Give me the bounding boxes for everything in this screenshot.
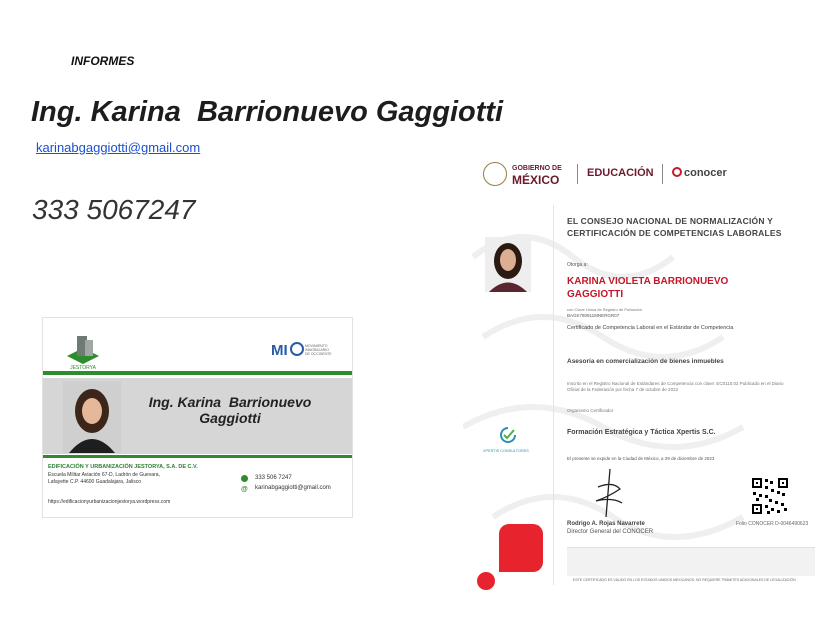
card-address: [48, 472, 198, 486]
gobierno-label: GOBIERNO DE: [512, 165, 562, 172]
contact-phone: 333 5067247: [32, 194, 196, 225]
svg-text:DE OCCIDENTE: DE OCCIDENTE: [305, 352, 332, 356]
gobierno-seal-icon: [483, 162, 507, 186]
card-green-stripe-bottom: [43, 455, 352, 458]
curp-value: BAGK780911MNERGR07: [567, 313, 620, 318]
organization-label: Organismo Certificador: [567, 408, 614, 413]
card-name: [135, 394, 325, 426]
card-address-line1: Escuela Militar Aviación 67-D, Ladrón de Guevara,: [48, 472, 160, 478]
recipient-name: KARINA VIOLETA BARRIONUEVO GAGGIOTTI: [567, 276, 729, 300]
mexico-label: MÉXICO: [512, 173, 560, 187]
card-address-line2: Lafayette C.P. 44600 Guadalajara, Jalisco: [48, 479, 142, 485]
svg-text:MOVIMIENTO: MOVIMIENTO: [305, 344, 328, 348]
whatsapp-icon: [241, 475, 248, 482]
contact-email-link[interactable]: karinabgaggiotti@gmail.com: [36, 140, 201, 155]
card-phone: 333 506 7247: [255, 475, 292, 481]
certificate-portrait-photo: [485, 237, 531, 292]
educacion-label: EDUCACIÓN: [587, 167, 654, 179]
xpertis-logo-text: XPERTIS CONSULTORES: [483, 449, 529, 453]
certificate: [463, 197, 828, 592]
certificate-text: Certificado de Competencia Laboral en el Estándar de Competencia: [567, 325, 734, 331]
card-green-stripe: [43, 371, 352, 375]
svg-text:INMOBILIARIO: INMOBILIARIO: [305, 348, 329, 352]
svg-text:MI: MI: [271, 342, 288, 359]
signer-title: Director General del CONOCER: [567, 529, 654, 535]
card-portrait-photo: [63, 381, 121, 453]
xpertis-logo-icon: [499, 427, 517, 443]
conocer-red-shape: [499, 524, 543, 572]
conocer-logo-icon: [672, 167, 682, 177]
certificate-footer-text: ESTE CERTIFICADO ES VÁLIDO EN LOS ESTADOS UNIDOS MEXICANOS, NO REQUIERE TRÁMITES ADICIONALES DE LEGALIZACIÓN: [573, 578, 796, 582]
conocer-label: conocer: [684, 167, 727, 179]
header-divider: [662, 164, 663, 184]
jestorya-logo: [63, 330, 103, 370]
signature: [588, 467, 628, 522]
certificate-footer-bar: [567, 547, 815, 576]
conocer-red-dot: [477, 572, 495, 590]
at-icon: @: [241, 486, 248, 493]
issue-date-text: El presente se expide en la Ciudad de México, a 29 de diciembre de 2023: [567, 456, 715, 461]
organization-name: Formación Estratégica y Táctica Xpertis S.C.: [567, 429, 716, 436]
registry-text: Inscrito en el Registro Nacional de Estándares de Competencia con clave: EC0110.02 Publicado en el Diario Oficial de la Federación por fecha 7 de octubre de 2022: [567, 381, 784, 392]
standard-title: Asesoría en comercialización de bienes inmuebles: [567, 358, 724, 365]
header-divider: [577, 164, 578, 184]
signer-name: Rodrigo A. Rojas Navarrete: [567, 521, 645, 527]
council-heading: EL CONSEJO NACIONAL DE NORMALIZACIÓN Y CERTIFICACIÓN DE COMPETENCIAS LABORALES: [567, 216, 782, 238]
mio-logo: [271, 337, 341, 363]
qr-code-icon: [751, 477, 789, 515]
certificate-divider: [553, 205, 554, 585]
contact-name: Ing. Karina Barrionuevo Gaggiotti: [31, 96, 504, 128]
informes-label: INFORMES: [71, 54, 135, 68]
card-company: EDIFICACIÓN Y URBANIZACIÓN JESTORYA, S.A. DE C.V.: [48, 464, 198, 470]
grants-label: Otorga a:: [567, 262, 588, 268]
card-email: karinabgaggiotti@gmail.com: [255, 485, 331, 491]
folio-number: Folio CONOCER D-0046490623: [736, 521, 809, 527]
curp-label: con Clave Única de Registro de Población: [567, 307, 642, 312]
card-website: https://edificacionyurbanizacionjestorya.wordpress.com: [48, 499, 171, 505]
card-name-line1: Ing. Karina Barrionuevo: [148, 394, 312, 410]
business-card: [42, 317, 353, 518]
jestorya-logo-text: JESTORYA: [70, 365, 96, 370]
card-name-line2: Gaggiotti: [199, 410, 261, 426]
